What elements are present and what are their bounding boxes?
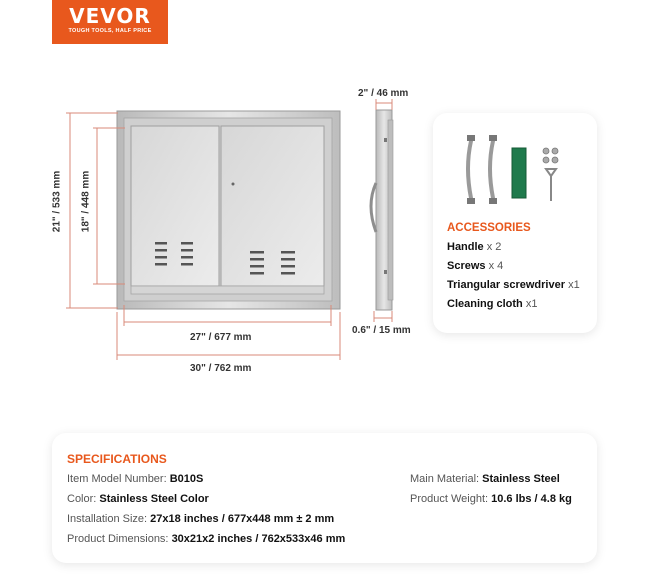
specifications-title: SPECIFICATIONS <box>67 452 167 466</box>
accessory-item-screwdriver: Triangular screwdriver x1 <box>447 279 580 291</box>
logo-tagline: TOUGH TOOLS, HALF PRICE <box>68 28 152 34</box>
side-view <box>371 110 393 310</box>
accessories-title: ACCESSORIES <box>447 222 531 234</box>
spec-color: Color: Stainless Steel Color <box>67 493 209 505</box>
accessories-illustration <box>433 113 597 213</box>
door-lock-hole <box>232 183 235 186</box>
inner-width-dimension-label: 27" / 677 mm <box>190 332 252 343</box>
outer-width-dimension-label: 30" / 762 mm <box>190 363 252 374</box>
accessory-item-screws: Screws x 4 <box>447 260 504 272</box>
handle-icon <box>468 141 493 198</box>
spec-product-dimensions: Product Dimensions: 30x21x2 inches / 762x533x46 mm <box>67 533 346 545</box>
specifications-card <box>52 433 597 563</box>
side-handle <box>371 183 376 232</box>
right-door-panel <box>221 126 324 286</box>
depth-dimension-label: 2" / 46 mm <box>358 88 409 99</box>
accessory-item-handle: Handle x 2 <box>447 241 502 253</box>
flange-dimension-label: 0.6" / 15 mm <box>352 325 411 336</box>
accessory-item-cloth: Cleaning cloth x1 <box>447 298 538 310</box>
outer-height-dimension-label: 21" / 533 mm <box>51 170 63 233</box>
spec-main-material: Main Material: Stainless Steel <box>410 473 560 485</box>
inner-height-dimension-label: 18" / 448 mm <box>80 170 92 233</box>
screwdriver-icon <box>546 169 556 201</box>
spec-product-weight: Product Weight: 10.6 lbs / 4.8 kg <box>410 493 572 505</box>
logo-brand: VEVOR <box>69 4 151 28</box>
door-bottom-rail <box>131 286 324 294</box>
screws-icon <box>543 148 558 163</box>
spec-model-number: Item Model Number: B010S <box>67 473 204 485</box>
accessories-card <box>433 113 597 333</box>
spec-installation-size: Installation Size: 27x18 inches / 677x448 mm ± 2 mm <box>67 513 335 525</box>
left-door-panel <box>131 126 219 286</box>
cleaning-cloth-icon <box>512 148 526 198</box>
